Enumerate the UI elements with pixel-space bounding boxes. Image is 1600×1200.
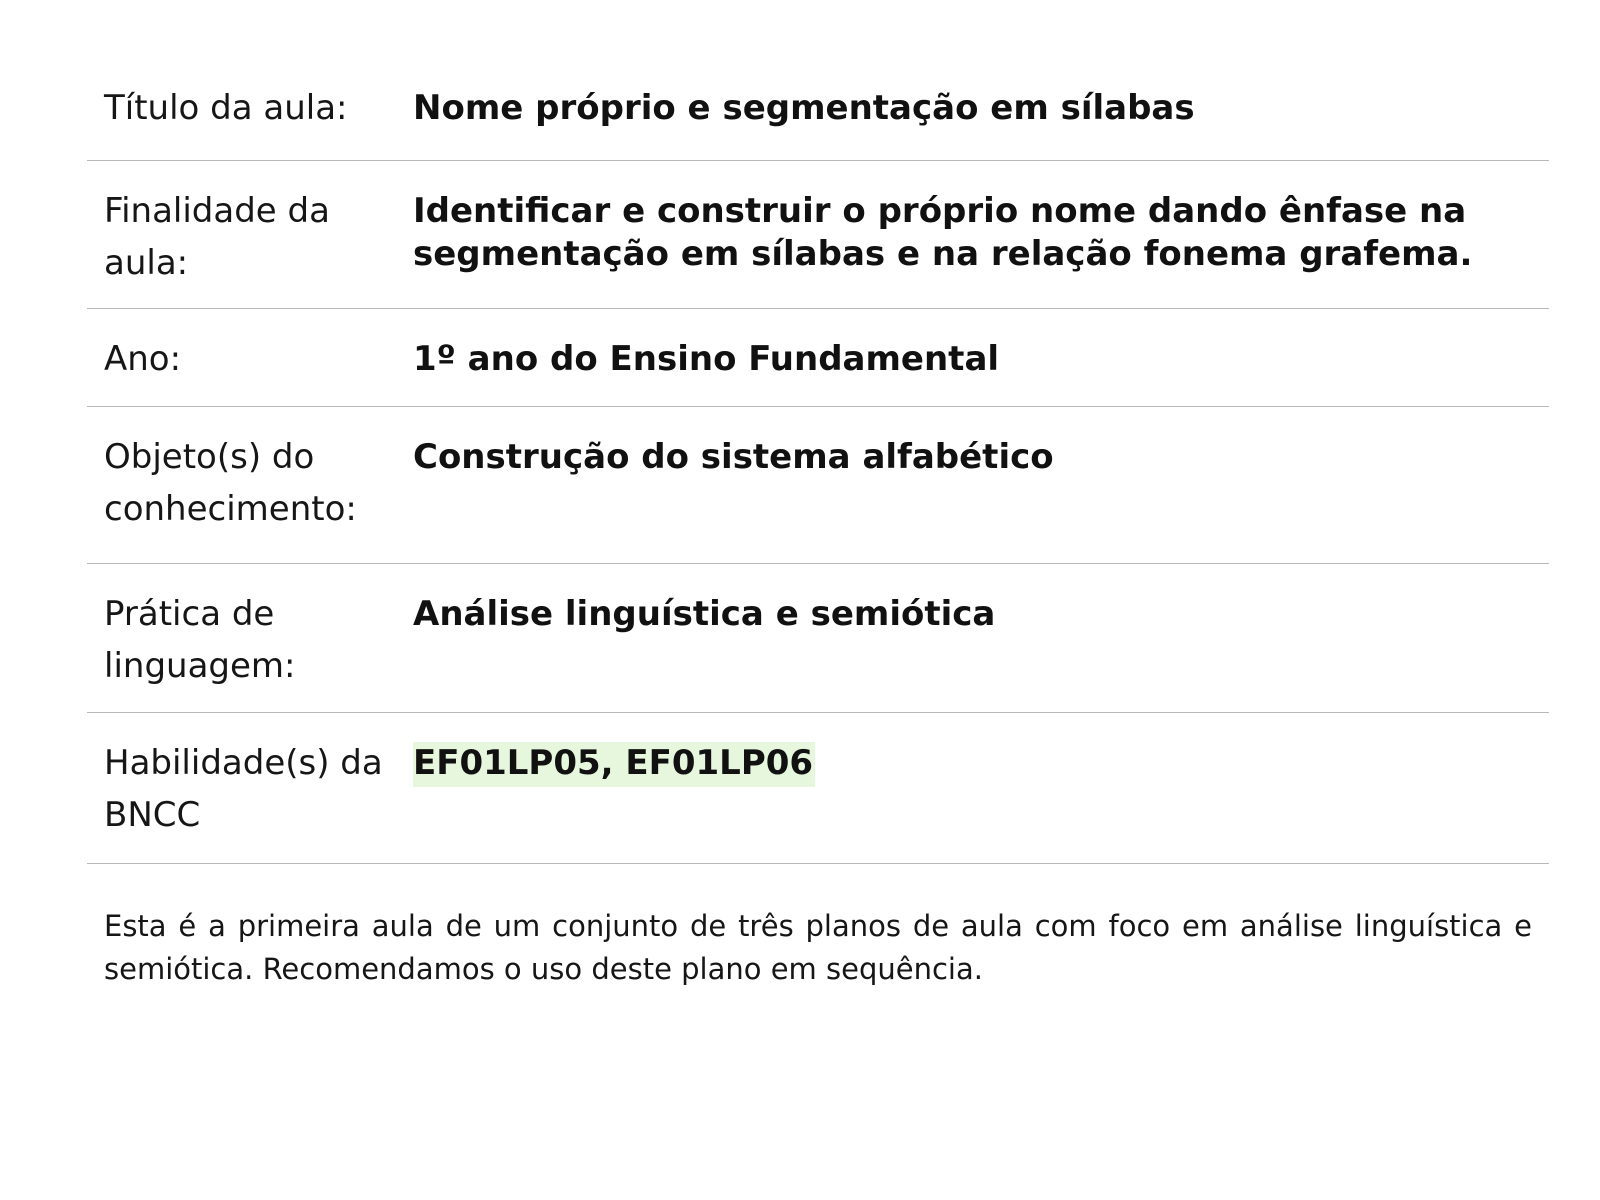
school-year-value: 1º ano do Ensino Fundamental (413, 338, 1000, 379)
table-row-finalidade (87, 160, 1549, 308)
row-label: Título da aula: (87, 58, 413, 160)
sequence-note: Esta é a primeira aula de um conjunto de três planos de aula com foco em análise linguística e semiótica. Recomendamos o uso deste plano em sequência. (104, 909, 1532, 986)
row-label: Finalidade da aula: (87, 160, 413, 308)
row-label: Objeto(s) do conhecimento: (87, 406, 413, 563)
table-row-pratica (87, 563, 1549, 712)
lesson-purpose-value: Identificar e construir o próprio nome dando ênfase na segmentação em sílabas e na relação fonema grafema. (413, 190, 1473, 274)
lesson-title-value: Nome próprio e segmentação em sílabas (413, 88, 1195, 128)
lesson-plan-table (87, 58, 1549, 864)
row-label: Ano: (87, 308, 413, 406)
table-row-titulo (87, 58, 1549, 160)
bncc-skills-value: EF01LP05, EF01LP06 (413, 742, 815, 787)
knowledge-object-value: Construção do sistema alfabético (413, 436, 1054, 477)
row-label: Prática de linguagem: (87, 563, 413, 712)
table-row-objeto (87, 406, 1549, 563)
table-row-habilidades (87, 712, 1549, 863)
table-row-ano (87, 308, 1549, 406)
language-practice-value: Análise linguística e semiótica (413, 593, 996, 634)
row-label: Habilidade(s) da BNCC (87, 712, 413, 863)
